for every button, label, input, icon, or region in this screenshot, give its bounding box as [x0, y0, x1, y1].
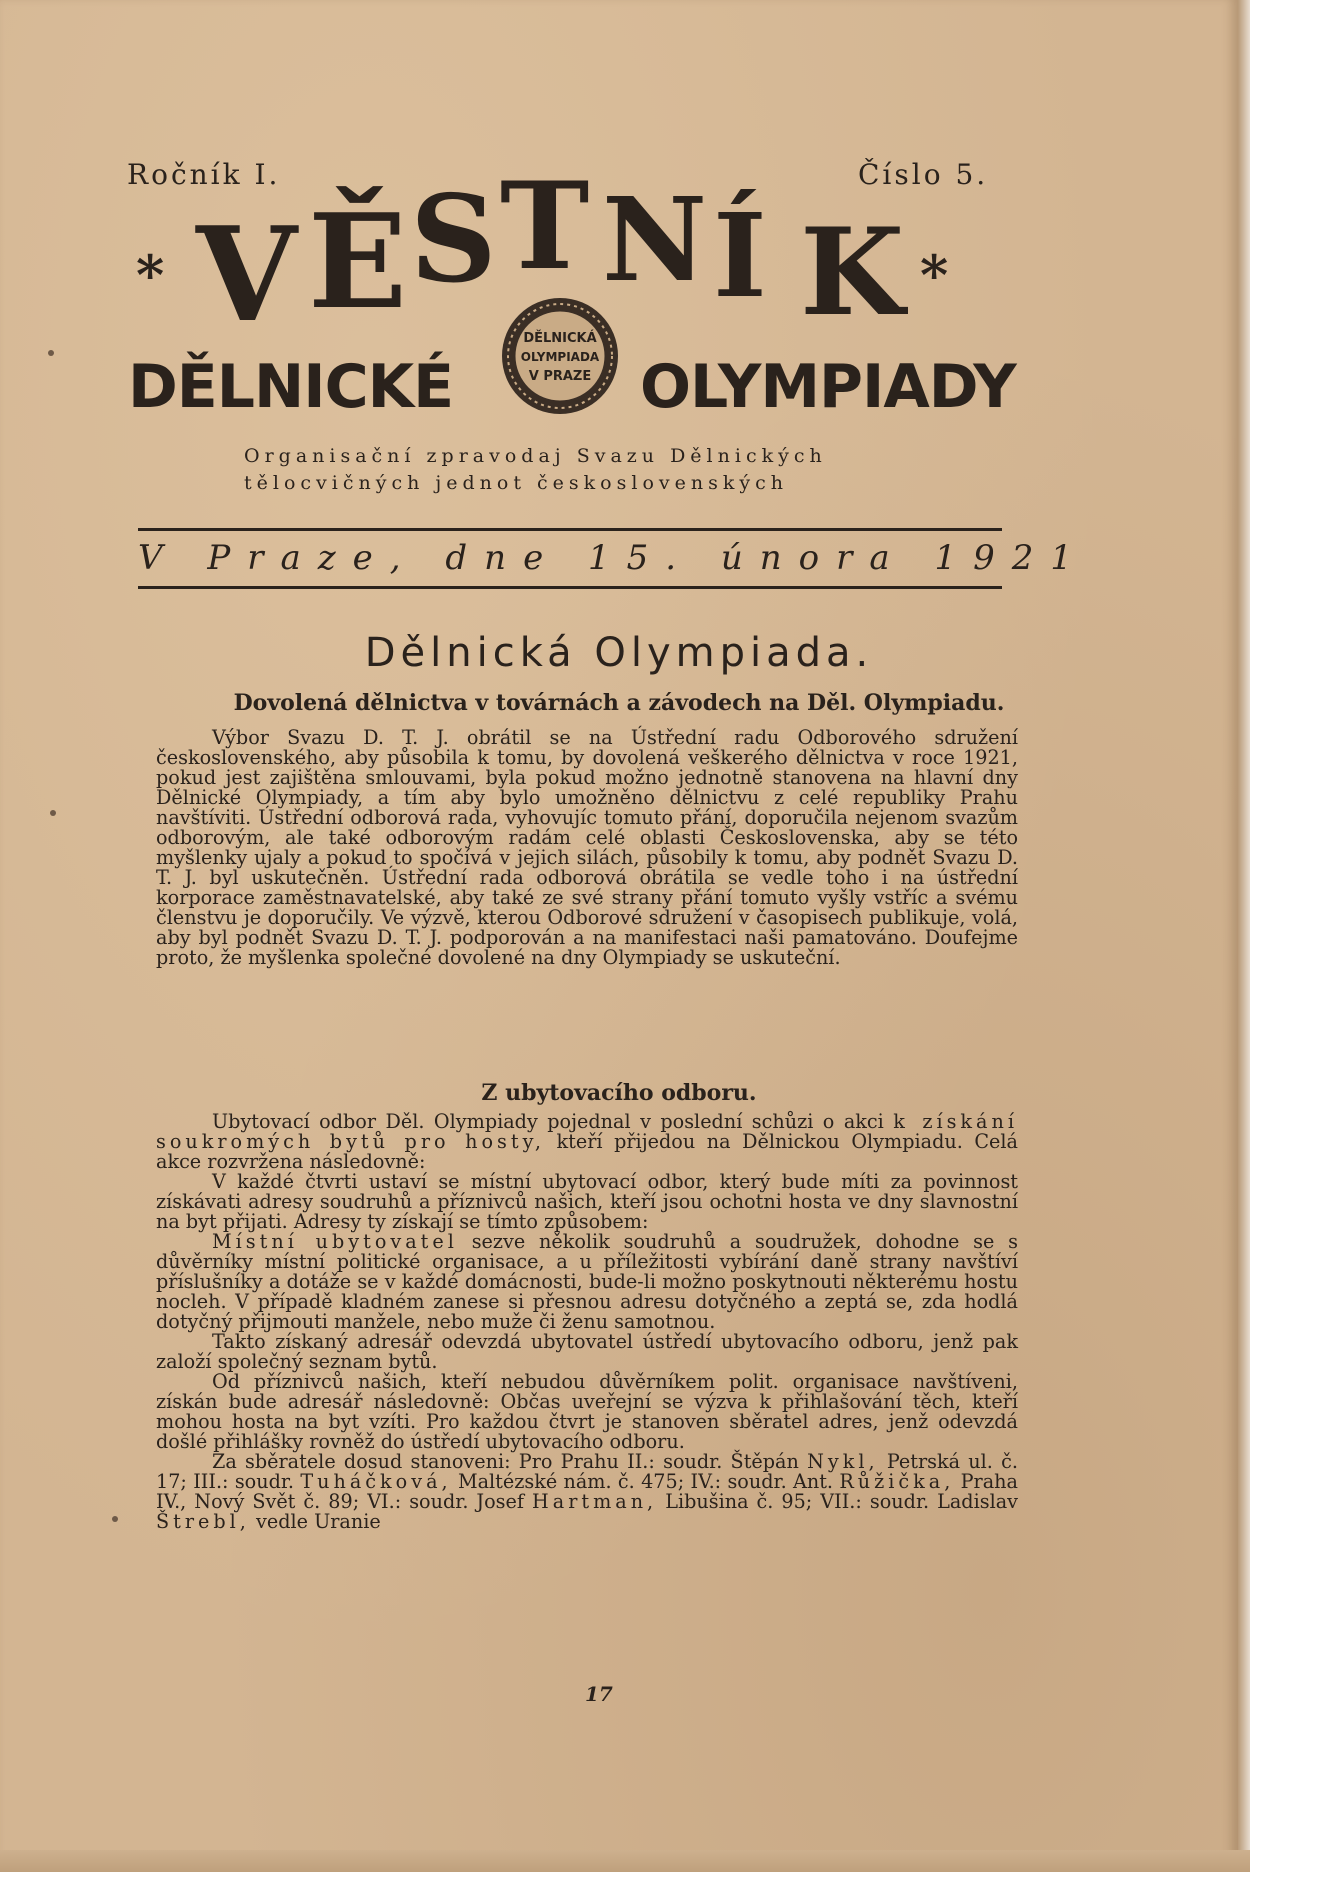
title-letter-i: Í [713, 189, 767, 324]
section2-body [156, 1112, 1018, 1532]
volume-label: Ročník I. [127, 158, 281, 191]
issue-number: Číslo 5. [858, 158, 989, 191]
section2-paragraph5: Od příznivců našich, kteří nebudou důvěrníkem polit. organisace navštíveni, získán bude adresář následovně: Občas uveřejní se výzva k přihlašování těch, kteří mohou hosta na byt vzíti. Pro každou čtvrt je stanoven sběratel adres, jenž odevzdá došlé přihlášky rovněž do ústředí ubytovacího odboru. [156, 1370, 1018, 1453]
dateline: V Praze, dne 15. února 1921 [138, 538, 1090, 578]
section1-paragraph: Výbor Svazu D. T. J. obrátil se na Ústřední radu Odborového sdružení československého, aby působila k tomu, by dovolená veškerého dělnictva v roce 1921, pokud jest zajištěna smlouvami, byla pokud možno jednotně stanovena na hlavní dny Dělnické Olympiady, a tím aby bylo umožněno dělnictvu z celé republiky Prahu navštíviti. Ústřední odborová rada, vyhovujíc tomuto přání, doporučila nejenom svazům odborovým, ale také odborovým radám celé oblasti Československa, aby se této myšlenky ujaly a pokud to spočívá v jejich silách, působily k tomu, aby podnět Svazu D. T. J. byl uskutečněn. Ústřední rada odborová obrátila se vedle toho i na ústřední korporace zaměstnavatelské, aby také ze své strany přání tomuto vyšly vstříc a svému členstvu je doporučily. Ve výzvě, kterou Odborové sdružení v časopisech publikuje, volá, aby byl podnět Svazu D. T. J. podporován a na manifestaci naši pamatováno. Doufejme proto, že myšlenka společné dovolené na dny Olympiady se uskuteční. [156, 726, 1018, 969]
star-left: * [136, 243, 165, 307]
section2-title: Z ubytovacího odboru. [481, 1080, 757, 1106]
spaced-phrase: Místní ubytovatel [212, 1230, 458, 1253]
subtitle-right: OLYMPIADY [640, 352, 1016, 422]
page-bottom-edge [0, 1850, 1250, 1872]
page-speck [48, 350, 54, 356]
title-letter-e: Ě [308, 185, 408, 338]
spaced-phrase: k získání soukromých bytů pro hosty, [156, 1110, 1018, 1153]
title-letter-n: N [602, 173, 708, 308]
section2-paragraph6: Za sběratele dosud stanoveni: Pro Prahu II.: soudr. Štěpán Nykl, Petrská ul. č. 17; III.: soudr. Tuháčková, Maltézské nám. č. 475; IV.: soudr. Ant. Růžička, Praha IV., Nový Svět č. 89; VI.: soudr. Josef Hartman, Libušina č. 95; VII.: soudr. Ladislav Štrebl, vedle Uranie [156, 1450, 1018, 1533]
title-letter-t: T [500, 156, 590, 297]
section2-paragraph1: Ubytovací odbor Děl. Olympiady pojednal v poslední schůzi o akci k získání soukromých bytů pro hosty, kteří přijedou na Dělnickou Olympiadu. Celá akce rozvržena následovně: [156, 1110, 1018, 1173]
seal-text-line2: OLYMPIADA [520, 350, 600, 364]
title-letter-v: V [196, 198, 297, 351]
star-right: * [920, 243, 949, 307]
tagline-line1: Organisační zpravodaj Svazu Dělnických [244, 445, 827, 467]
rule-top [138, 528, 1002, 531]
section2-paragraph4: Takto získaný adresář odevzdá ubytovatel ústředí ubytovacího odboru, jenž pak založí společný seznam bytů. [156, 1330, 1018, 1373]
section1-body [156, 728, 1018, 968]
page-number: 17 [585, 1682, 613, 1706]
section1-title: Dovolená dělnictva v továrnách a závodech na Děl. Olympiadu. [233, 690, 1005, 716]
olympiad-seal-emblem [498, 294, 622, 418]
page-speck [112, 1516, 118, 1522]
seal-text-line1: DĚLNICKÁ [523, 331, 597, 346]
seal-text-line3: V PRAZE [528, 369, 592, 384]
tagline-line2: tělocvičných jednot československých [244, 472, 788, 494]
page-edge [1238, 0, 1250, 1872]
section2-paragraph2: V každé čtvrti ustaví se místní ubytovací odbor, který bude míti za povinnost získávati adresy soudruhů a příznivců našich, kteří jsou ochotni hosta ve dny slavnostní na byt přijati. Adresy ty získají se tímto způsobem: [156, 1170, 1018, 1233]
rule-bottom [138, 586, 1002, 589]
page-speck [50, 810, 56, 816]
title-letter-k: K [800, 202, 905, 343]
subtitle-left: DĚLNICKÉ [128, 352, 454, 422]
title-letter-s: S [410, 169, 497, 310]
article-heading: Dělnická Olympiada. [364, 630, 874, 676]
section2-paragraph3: Místní ubytovatel sezve několik soudruhů a soudružek, dohodne se s důvěrníky místní politické organisace, a u příležitosti vybírání daně strany navštíví příslušníky a dotáže se v každé domácnosti, bude-li možno poskytnouti některému hostu nocleh. V případě kladném zanese si přesnou adresu dotyčného a zeptá se, zda hodlá dotyčný přijmouti manžele, nebo muže či ženu samotnou. [156, 1230, 1018, 1333]
